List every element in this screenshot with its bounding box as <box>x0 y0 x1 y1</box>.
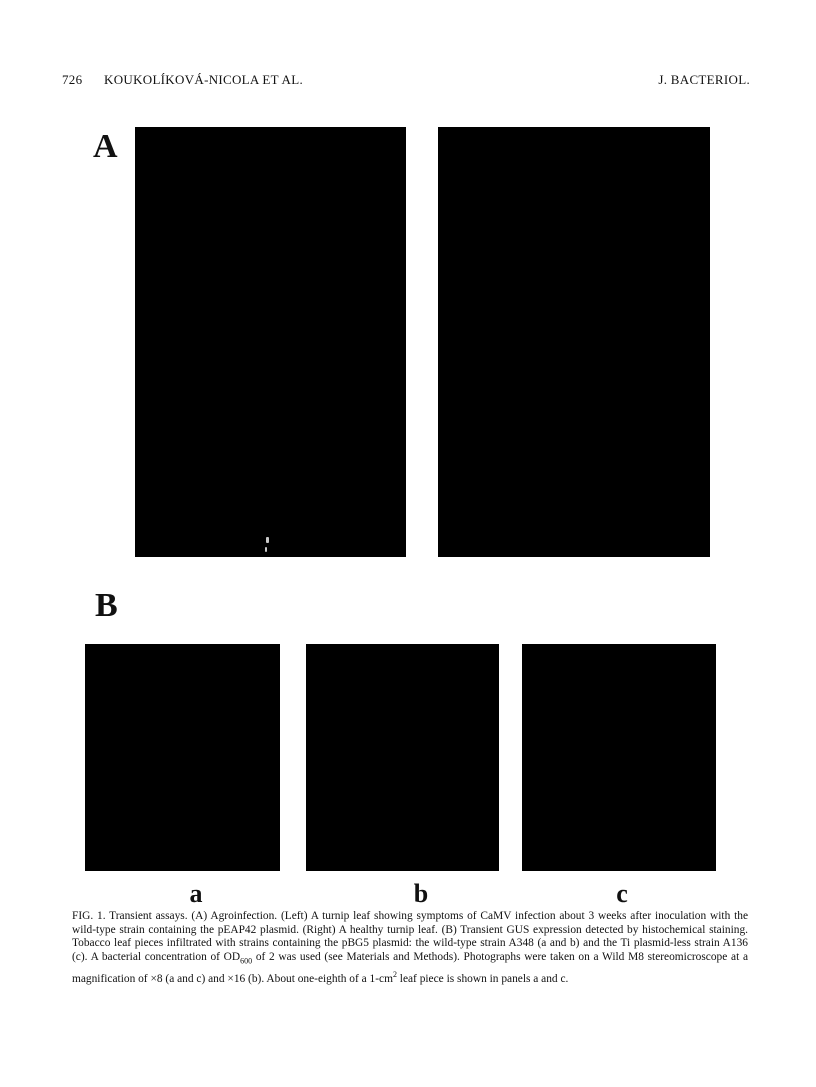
panel-b-photo-c <box>522 644 716 871</box>
caption-superscript: 2 <box>392 969 397 979</box>
page-number: 726 <box>62 72 83 87</box>
panel-a-label: A <box>93 128 118 165</box>
sub-label-b: b <box>413 879 429 908</box>
caption-text-3: leaf piece is shown in panels a and c. <box>396 972 569 985</box>
caption-text-1: FIG. 1. Transient assays. (A) Agroinfection. (Left) A turnip leaf showing symptoms of CaMV infection about 3 weeks after inoculation with the wild-type strain containing the pEAP42 plasmid. (Right) A healthy turnip leaf. (B) Transient GUS expression detected by histochemical staining. Tobacco leaf pieces infiltrated with strains containing the pBG5 plasmid: the wild-type strain A348 (a and b) and the Ti plasmid-less strain A136 (c). A bacterial concentration of OD <box>72 910 748 963</box>
journal-name: J. BACTERIOL. <box>658 72 750 87</box>
panel-b-label: B <box>95 587 118 624</box>
leaf-speck <box>265 547 267 552</box>
sub-label-c: c <box>616 879 628 908</box>
running-header <box>62 72 750 92</box>
figure-caption <box>72 910 748 986</box>
panel-b-photo-b <box>306 644 499 871</box>
caption-text-2: of 2 was used (see Materials and Methods). Photographs were taken on a Wild M8 stereomicroscope at a magnification of ×8 (a and c) and ×16 (b). About one-eighth of a 1-cm <box>72 950 748 985</box>
panel-a-left-photo <box>135 127 406 557</box>
panel-a-right-photo <box>438 127 710 557</box>
leaf-speck <box>266 537 269 543</box>
caption-od-subscript: 600 <box>240 956 253 966</box>
sub-label-a: a <box>189 879 203 908</box>
running-authors: KOUKOLÍKOVÁ-NICOLA ET AL. <box>104 72 303 87</box>
panel-b-photo-a <box>85 644 280 871</box>
